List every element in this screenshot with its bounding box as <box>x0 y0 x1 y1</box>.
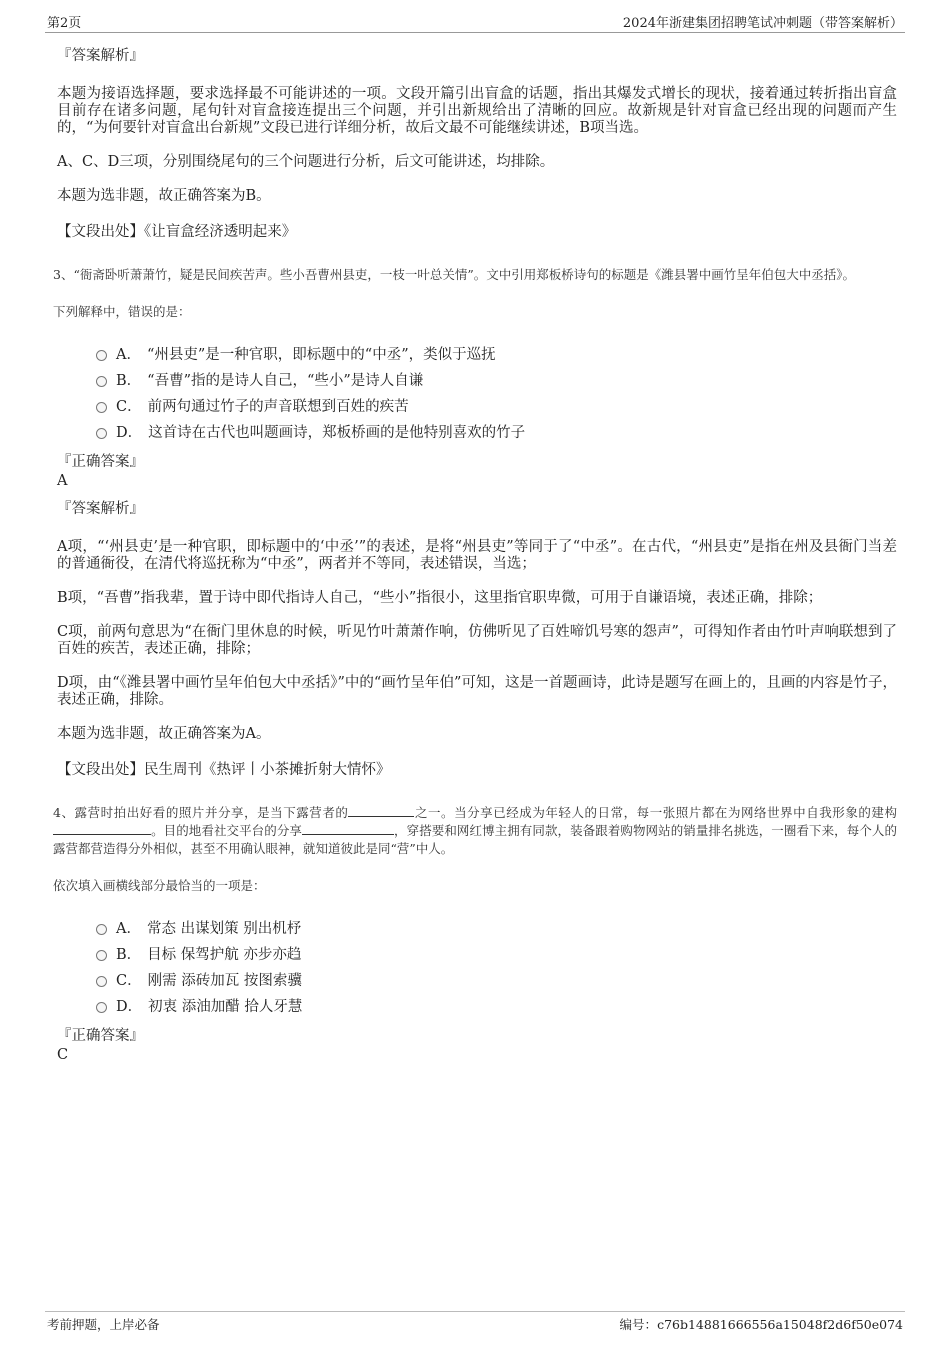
footer-code-value: c76b14881666556a15048f2d6f50e074 <box>657 1317 903 1332</box>
option-label: B． <box>116 946 142 963</box>
option-text: 刚需 添砖加瓦 按图索骥 <box>147 972 302 989</box>
q4-text-part: ，穿搭要和网红博主拥有同款，装备跟着购物网站的销量排名挑选，一圈看下来，每个人的露营都营造得分外相似，甚至不用确认眼神，就知道彼此是同“营”中人。 <box>53 823 897 856</box>
q3-analysis-paragraph: D项，由“《潍县署中画竹呈年伯包大中丞括》”中的“画竹呈年伯”可知，这是一首题画诗，此诗是题写在画上的，且画的内容是竹子，表述正确，排除。 <box>57 675 897 708</box>
q3-option-a[interactable] <box>96 340 897 366</box>
option-text: “州县吏”是一种官职，即标题中的“中丞”，类似于巡抚 <box>146 346 496 363</box>
q4-answer: C <box>57 1047 69 1063</box>
q2-analysis-tag: 『答案解析』 <box>57 48 144 64</box>
q3-option-c[interactable] <box>96 392 897 418</box>
q4-option-b[interactable] <box>96 940 897 966</box>
option-text: 初衷 添油加醋 拾人牙慧 <box>148 998 303 1015</box>
document-title: 2024年浙建集团招聘笔试冲刺题（带答案解析） <box>622 16 903 31</box>
q4-option-a[interactable] <box>96 914 897 940</box>
radio-button-icon[interactable] <box>96 376 107 387</box>
option-label: A． <box>116 920 141 937</box>
q3-analysis-paragraph: A项，“‘州县吏’是一种官职，即标题中的‘中丞’”的表述，是将“州县吏”等同于了“中丞”。在古代，“州县吏”是指在州及县衙门当差的普通衙役，在清代将巡抚称为“中丞”，两者并不等同，表述错误，当选； <box>57 539 897 572</box>
q4-text-part: 之一。当分享已经成为年轻人的日常，每一张照片都在为网络世界中自我形象的建构 <box>414 805 897 820</box>
q3-option-d[interactable] <box>96 418 897 444</box>
option-text: 常态 出谋划策 别出机杼 <box>146 920 302 937</box>
radio-button-icon[interactable] <box>96 350 107 361</box>
q4-text-part: 。目的地看社交平台的分享 <box>151 823 302 838</box>
q3-prompt: 下列解释中，错误的是： <box>53 304 191 319</box>
option-label: B． <box>116 372 142 389</box>
q4-option-d[interactable] <box>96 992 897 1018</box>
fill-blank <box>348 804 414 817</box>
option-text: 目标 保驾护航 亦步亦趋 <box>147 946 302 963</box>
fill-blank <box>302 822 394 835</box>
option-label: C． <box>116 972 142 989</box>
q3-analysis-tag: 『答案解析』 <box>57 501 144 517</box>
q3-answer: A <box>57 473 68 489</box>
footer-slogan: 考前押题，上岸必备 <box>47 1317 160 1332</box>
q4-question-text <box>53 804 897 858</box>
q3-source: 【文段出处】民生周刊《热评丨小茶摊折射大情怀》 <box>57 762 391 778</box>
q2-analysis-paragraph: 本题为接语选择题，要求选择最不可能讲述的一项。文段开篇引出盲盒的话题，指出其爆发式增长的现状，接着通过转折指出盲盒目前存在诸多问题，尾句针对盲盒接连提出三个问题，并引出新规给出了清晰的回应。故新规是针对盲盒已经出现的问题而产生的，“为何要针对盲盒出台新规”文段已进行详细分析，故后文最不可能继续讲述，B项当选。 <box>57 86 897 136</box>
q3-option-b[interactable] <box>96 366 897 392</box>
q3-options <box>96 340 897 444</box>
radio-button-icon[interactable] <box>96 402 107 413</box>
option-label: C． <box>116 398 142 415</box>
footer-code <box>620 1315 903 1333</box>
footer-code-label: 编号： <box>619 1317 658 1332</box>
q2-source: 【文段出处】《让盲盒经济透明起来》 <box>57 224 297 240</box>
q4-prompt: 依次填入画横线部分最恰当的一项是： <box>53 878 266 893</box>
radio-button-icon[interactable] <box>96 428 107 439</box>
radio-button-icon[interactable] <box>96 1002 107 1013</box>
q3-answer-tag: 『正确答案』 <box>57 454 144 470</box>
radio-button-icon[interactable] <box>96 976 107 987</box>
q4-answer-tag: 『正确答案』 <box>57 1028 144 1044</box>
option-label: D． <box>116 424 143 441</box>
q2-analysis-paragraph: 本题为选非题，故正确答案为B。 <box>57 188 271 204</box>
page-number: 第2页 <box>47 16 82 31</box>
radio-button-icon[interactable] <box>96 950 107 961</box>
page-header <box>45 12 905 33</box>
option-label: D． <box>116 998 143 1015</box>
q4-options <box>96 914 897 1018</box>
q4-text-part: 4、露营时拍出好看的照片并分享，是当下露营者的 <box>53 805 349 820</box>
page-footer <box>45 1311 905 1332</box>
page-content <box>53 46 897 1073</box>
option-text: “吾曹”指的是诗人自己，“些小”是诗人自谦 <box>147 372 424 389</box>
q3-analysis-paragraph: C项，前两句意思为“在衙门里休息的时候，听见竹叶萧萧作响，仿佛听见了百姓啼饥号寒的怨声”，可得知作者由竹叶声响联想到了百姓的疾苦，表述正确，排除； <box>57 624 897 657</box>
q2-analysis-paragraph: A、C、D三项，分别围绕尾句的三个问题进行分析，后文可能讲述，均排除。 <box>57 154 555 170</box>
q3-question-text: 3、“衙斋卧听萧萧竹，疑是民间疾苦声。些小吾曹州县吏，一枝一叶总关情”。文中引用郑板桥诗句的标题是《潍县署中画竹呈年伯包大中丞括》。 <box>53 267 855 282</box>
option-text: 这首诗在古代也叫题画诗，郑板桥画的是他特别喜欢的竹子 <box>148 424 526 441</box>
option-label: A． <box>116 346 141 363</box>
fill-blank <box>53 822 151 835</box>
q3-analysis-paragraph: 本题为选非题，故正确答案为A。 <box>57 726 271 742</box>
q3-analysis-paragraph: B项，“吾曹”指我辈，置于诗中即代指诗人自己，“些小”指很小，这里指官职卑微，可用于自谦语境，表述正确，排除； <box>57 590 823 606</box>
q4-option-c[interactable] <box>96 966 897 992</box>
radio-button-icon[interactable] <box>96 924 107 935</box>
option-text: 前两句通过竹子的声音联想到百姓的疾苦 <box>147 398 409 415</box>
